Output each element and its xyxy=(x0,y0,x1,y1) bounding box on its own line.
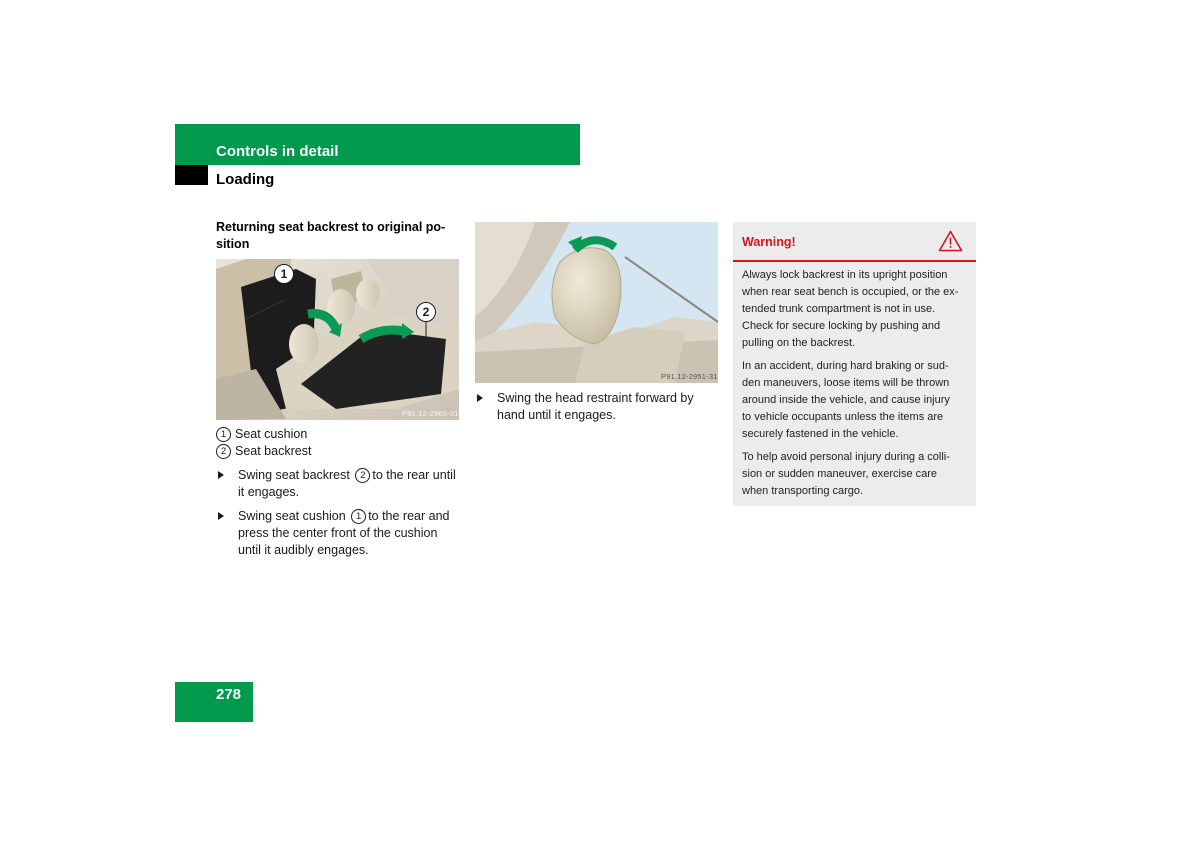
page-number-box xyxy=(175,682,253,722)
legend-label: Seat cushion xyxy=(235,427,308,441)
warning-text xyxy=(742,267,974,506)
legend-item xyxy=(216,443,311,460)
chapter-title: Controls in detail xyxy=(216,143,339,160)
seat-backrest-illustration xyxy=(216,259,459,420)
legend-item xyxy=(216,426,307,443)
procedure-heading-line1: Returning seat backrest to original po- xyxy=(216,220,446,234)
page-number: 278 xyxy=(216,686,242,703)
legend-number: 2 xyxy=(216,444,231,459)
step-item: Swing the head restraint forward by hand until it engages. xyxy=(477,390,727,426)
head-restraint-illustration xyxy=(475,222,718,383)
legend-label: Seat backrest xyxy=(235,444,312,458)
callout-1: 1 xyxy=(274,264,294,284)
section-marker xyxy=(175,165,208,185)
bullet-arrow-icon xyxy=(218,512,224,520)
inline-ref-number: 1 xyxy=(351,509,366,524)
warning-triangle-icon xyxy=(938,230,963,252)
warning-paragraph: Always lock backrest in its upright position when rear seat bench is occupied, or the ex- tended trunk compartment is not in use. Check for secure locking by pushing and pulling on the backrest. xyxy=(742,269,959,349)
procedure-heading-line2: sition xyxy=(216,237,250,251)
legend-number: 1 xyxy=(216,427,231,442)
warning-box xyxy=(733,222,976,506)
procedure-heading xyxy=(216,219,466,253)
callout-2: 2 xyxy=(416,302,436,322)
warning-title: Warning! xyxy=(742,235,796,249)
figure-code: P91.12-2951-31 xyxy=(661,372,718,381)
warning-divider xyxy=(733,260,976,262)
step-item: Swing seat backrest 2 to the rear until it engages. xyxy=(218,467,468,503)
figure-code: P91.12-2965-31 xyxy=(402,409,459,418)
warning-paragraph: In an accident, during hard braking or sud- den maneuvers, loose items will be thrown around inside the vehicle, and cause injury to vehicle occupants unless the items are securely fastened in the vehicle. xyxy=(742,360,950,440)
seat-backrest-figure xyxy=(216,259,459,420)
step-item: Swing seat cushion 1 to the rear and press the center front of the cushion until it audibly engages. xyxy=(218,508,468,562)
bullet-arrow-icon xyxy=(218,471,224,479)
section-title: Loading xyxy=(216,171,275,188)
bullet-arrow-icon xyxy=(477,394,483,402)
head-restraint-figure xyxy=(475,222,718,383)
warning-paragraph: To help avoid personal injury during a colli- sion or sudden maneuver, exercise care when transporting cargo. xyxy=(742,451,950,497)
inline-ref-number: 2 xyxy=(355,468,370,483)
